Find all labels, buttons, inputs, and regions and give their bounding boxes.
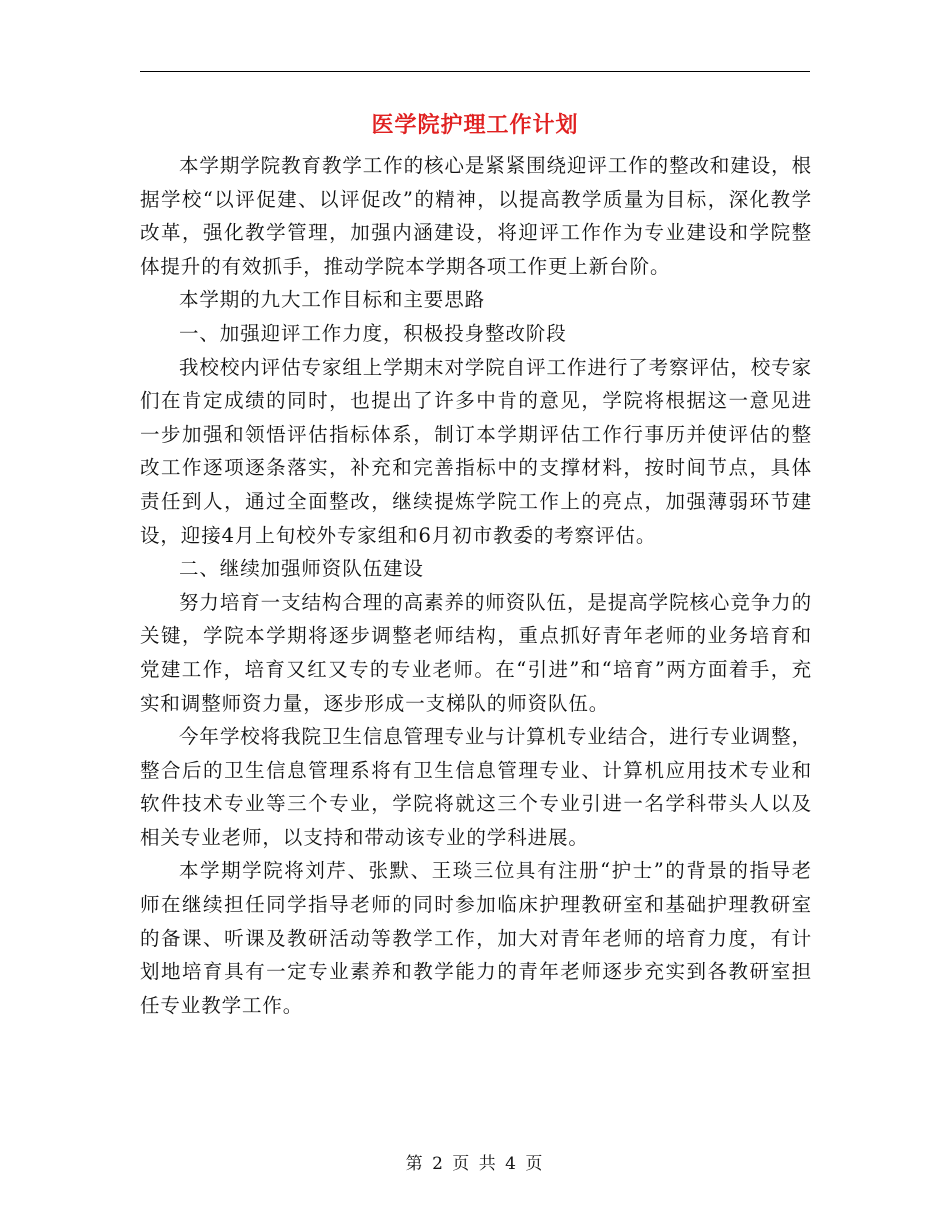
page-number-footer: 第 2 页 共 4 页: [405, 1154, 545, 1174]
section-heading-1: 一、加强迎评工作力度，积极投身整改阶段: [179, 321, 567, 345]
header-rule: [140, 71, 810, 72]
paragraph-faculty: 努力培育一支结构合理的高素养的师资队伍，是提高学院核心竞争力的关键，学院本学期将逐步调整老师结构，重点抓好青年老师的业务培育和党建工作，培育又红又专的专业老师。在“引进”和“培育”两方面着手，充实和调整师资力量，逐步形成一支梯队的师资队伍。: [140, 590, 812, 715]
paragraph-goals-heading: 本学期的九大工作目标和主要思路: [179, 288, 486, 312]
paragraph-intro: 本学期学院教育教学工作的核心是紧紧围绕迎评工作的整改和建设，根据学校“以评促建、以评促改”的精神，以提高教学质量为目标，深化教学改革，强化教学管理，加强内涵建设，将迎评工作作为专业建设和学院整体提升的有效抓手，推动学院本学期各项工作更上新台阶。: [140, 154, 812, 278]
document-body: [140, 149, 812, 1022]
section-heading-2: 二、继续加强师资队伍建设: [179, 557, 424, 581]
paragraph-instructors: 本学期学院将刘芹、张默、王琰三位具有注册“护士”的背景的指导老师在继续担任同学指导老师的同时参加临床护理教研室和基础护理教研室的备课、听课及教研活动等教学工作，加大对青年老师的培育力度，有计划地培育具有一定专业素养和教学能力的青年老师逐步充实到各教研室担任专业教学工作。: [140, 859, 812, 1017]
paragraph-major-adjustment: 今年学校将我院卫生信息管理专业与计算机专业结合，进行专业调整，整合后的卫生信息管理系将有卫生信息管理专业、计算机应用技术专业和软件技术专业等三个专业，学院将就这三个专业引进一名学科带头人以及相关专业老师，以支持和带动该专业的学科进展。: [140, 725, 812, 849]
paragraph-evaluation: 我校校内评估专家组上学期末对学院自评工作进行了考察评估，校专家们在肯定成绩的同时，也提出了许多中肯的意见，学院将根据这一意见进一步加强和领悟评估指标体系，制订本学期评估工作行事历并使评估的整改工作逐项逐条落实，补充和完善指标中的支撑材料，按时间节点，具体责任到人，通过全面整改，继续提炼学院工作上的亮点，加强薄弱环节建设，迎接4月上旬校外专家组和6月初市教委的考察评估。: [140, 355, 812, 547]
document-title: 医学院护理工作计划: [371, 112, 579, 138]
